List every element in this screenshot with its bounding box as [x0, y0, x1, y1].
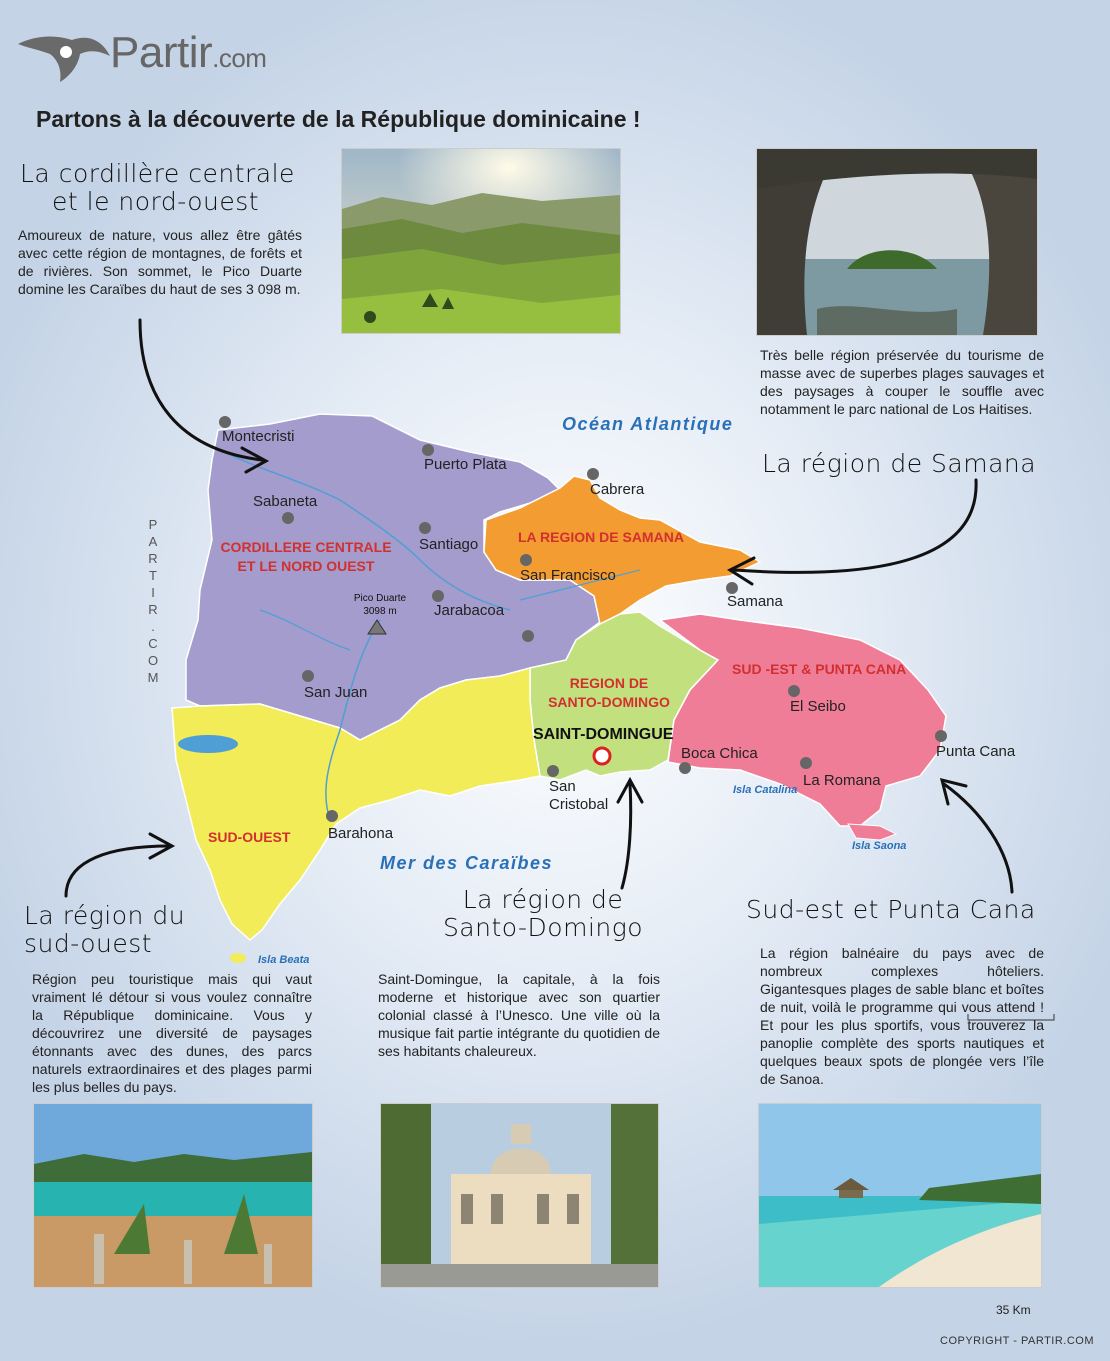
- label-capital: SAINT-DOMINGUE: [533, 726, 674, 743]
- label-sancristobal-line2: Cristobal: [549, 796, 609, 813]
- region-label-santodomingo-line1: REGION DE: [569, 675, 649, 691]
- dot-elseibo: [788, 685, 800, 697]
- dot-sanjuan: [302, 670, 314, 682]
- dot-puertoplata: [422, 444, 434, 456]
- label-puntacana: Punta Cana: [936, 743, 1016, 760]
- peak-label: [348, 592, 412, 618]
- watermark-char: C: [148, 636, 158, 651]
- dot-bocachica: [679, 762, 691, 774]
- watermark-char: M: [147, 670, 159, 685]
- scale-label: 35 Km: [996, 1303, 1031, 1317]
- watermark-char: O: [147, 653, 159, 668]
- region-label-sudouest: SUD-OUEST: [208, 829, 291, 845]
- label-jarabacoa: Jarabacoa: [434, 602, 505, 619]
- isla-saona-shape: [848, 824, 896, 840]
- label-puertoplata: Puerto Plata: [424, 456, 507, 473]
- heading-santodomingo-line1: La région de: [462, 885, 624, 914]
- isle-beata: Isla Beata: [258, 954, 310, 966]
- dot-santiago: [419, 522, 431, 534]
- region-label-santodomingo-line2: SANTO-DOMINGO: [548, 694, 670, 710]
- label-sabaneta: Sabaneta: [253, 493, 318, 510]
- region-label-cordillere-line2: ET LE NORD OUEST: [237, 558, 375, 574]
- label-cabrera: Cabrera: [590, 481, 645, 498]
- label-sanjuan: San Juan: [304, 684, 368, 701]
- sea-caribbean: Mer des Caraïbes: [380, 853, 554, 873]
- page-title: Partons à la découverte de la République dominicaine !: [36, 106, 641, 132]
- label-bocachica: Boca Chica: [681, 745, 758, 762]
- heading-cordillere-line2: et le nord-ouest: [52, 187, 260, 216]
- label-samana: Samana: [727, 593, 783, 610]
- dot-laromana: [800, 757, 812, 769]
- isla-beata-shape: [230, 953, 246, 963]
- arrow-sudest: [944, 784, 1012, 892]
- scale-bar: [968, 1014, 1054, 1020]
- heading-sudouest-line2: sud-ouest: [24, 929, 153, 958]
- isle-catalina: Isla Catalina: [733, 784, 798, 796]
- region-label-samana: LA REGION DE SAMANA: [518, 529, 684, 545]
- watermark-char: A: [148, 534, 158, 549]
- lake-enriquillo: [178, 735, 238, 753]
- dot-puntacana: [935, 730, 947, 742]
- vertical-watermark: [146, 516, 160, 686]
- sea-atlantic: Océan Atlantique: [562, 414, 734, 434]
- label-sancristobal: [549, 778, 608, 814]
- region-label-cordillere-line1: CORDILLERE CENTRALE: [220, 539, 392, 555]
- text-samana: Très belle région préservée du tourisme de masse avec de superbes plages sauvages et des paysages à couper le souffle avec notamment le parc national de Los Haitises.: [760, 347, 1044, 417]
- label-elseibo: El Seibo: [790, 698, 846, 715]
- heading-santodomingo-line2: Santo-Domingo: [442, 913, 644, 942]
- label-barahona: Barahona: [328, 825, 394, 842]
- peak-height: 3098 m: [363, 606, 397, 617]
- dot-barahona: [326, 810, 338, 822]
- copyright: COPYRIGHT - PARTIR.COM: [940, 1335, 1095, 1347]
- text-santodomingo: Saint-Domingue, la capitale, à la fois moderne et historique avec son quartier colonial classé à l’Unesco. Une ville où la musique fait partie intégrante du quotidien de ses habitants chaleureux.: [378, 971, 660, 1059]
- arrow-santodomingo: [622, 784, 631, 888]
- label-laromana: La Romana: [803, 772, 881, 789]
- region-label-cordillere: [212, 538, 400, 576]
- region-label-santodomingo: [546, 674, 672, 712]
- arrow-samana: [734, 480, 976, 572]
- watermark-char: .: [151, 619, 155, 634]
- dot-extra-city: [522, 630, 534, 642]
- dot-cabrera: [587, 468, 599, 480]
- label-montecristi: Montecristi: [222, 428, 295, 445]
- capital-marker-icon: [594, 748, 610, 764]
- dot-montecristi: [219, 416, 231, 428]
- logo-brand: Partir: [110, 28, 213, 77]
- heading-sudest: Sud-est et Punta Cana: [746, 895, 1036, 924]
- watermark-char: R: [148, 551, 158, 566]
- heading-samana: La région de Samana: [762, 449, 1037, 478]
- label-sanfrancisco: San Francisco: [520, 567, 616, 584]
- watermark-char: P: [148, 517, 158, 532]
- text-sudouest: Région peu touristique mais qui vaut vraiment lé détour si vous voulez connaître la République dominicaine. Vous y découvrirez une diversité de paysages étonnants avec des dunes, des parcs naturels extraordinaires et des plages parmi les plus belles du pays.: [32, 971, 312, 1095]
- logo-suffix: .com: [212, 43, 267, 73]
- dot-sanfrancisco: [520, 554, 532, 566]
- region-sudest: [660, 614, 946, 826]
- label-santiago: Santiago: [419, 536, 479, 553]
- dot-sabaneta: [282, 512, 294, 524]
- text-cordillere: Amoureux de nature, vous allez être gâtés avec cette région de montagnes, de forêts et de rivières. Son sommet, le Pico Duarte domine les Caraïbes du haut de ses 3 098 m.: [18, 227, 302, 297]
- isle-saona: Isla Saona: [852, 840, 907, 852]
- arrow-sudouest: [66, 846, 170, 896]
- label-sancristobal-line1: San: [549, 778, 576, 795]
- region-label-sudest: SUD -EST & PUNTA CANA: [732, 661, 907, 677]
- text-sudest: La région balnéaire du pays avec de nombreux complexes hôteliers. Gigantesques plages de sable blanc et boîtes de nuit, voilà le programme qui vous attend ! Et pour les plus sportifs, vous trouverez la panoplie complète des sports nautiques et quelques beaux spots de plongée vers l’île de Sanoa.: [760, 945, 1044, 1087]
- dot-jarabacoa: [432, 590, 444, 602]
- watermark-char: I: [151, 585, 155, 600]
- heading-sudouest-line1: La région du: [24, 901, 186, 930]
- watermark-char: R: [148, 602, 158, 617]
- watermark-char: T: [149, 568, 157, 583]
- dot-sancristobal: [547, 765, 559, 777]
- heading-cordillere-line1: La cordillère centrale: [20, 159, 295, 188]
- peak-name: Pico Duarte: [353, 593, 407, 604]
